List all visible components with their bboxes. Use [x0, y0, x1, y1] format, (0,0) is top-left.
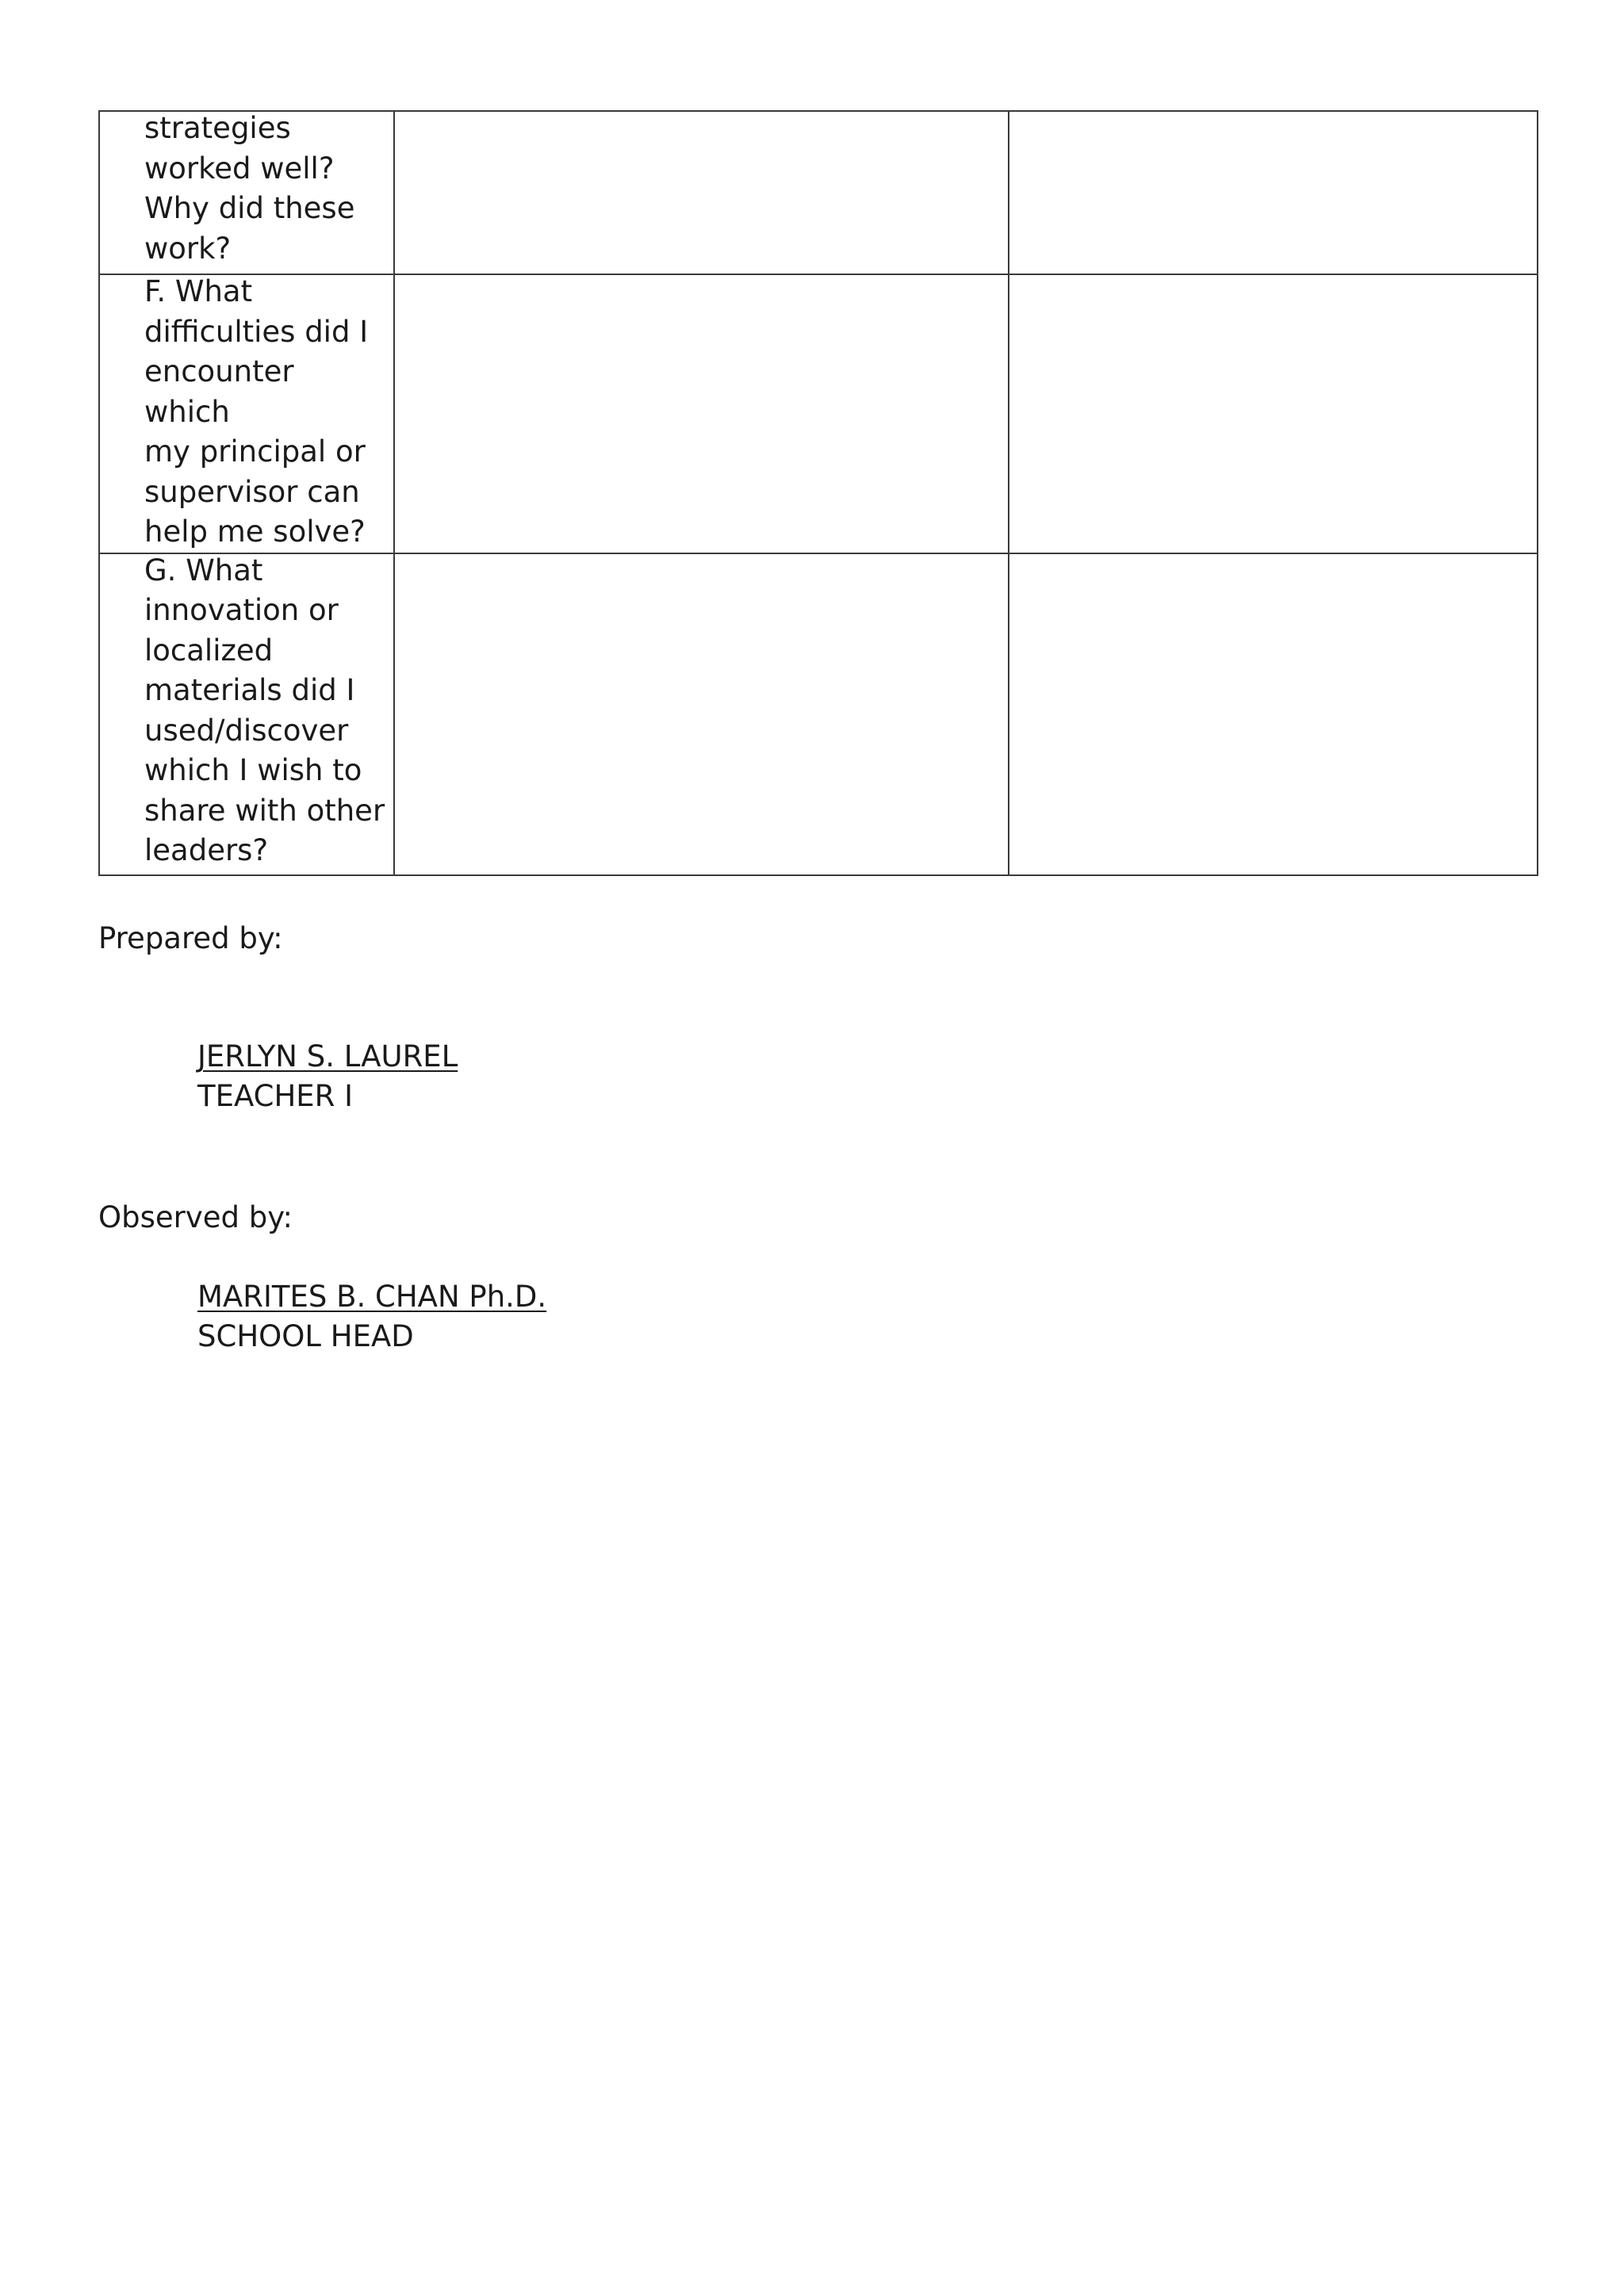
table-row — [99, 553, 1538, 875]
reflection-table — [98, 110, 1538, 876]
answer-cell — [394, 553, 1009, 875]
preparer-name: JERLYN S. LAUREL — [197, 1039, 458, 1073]
table-row — [99, 274, 1538, 553]
question-text: strategies worked well? Why did these work? — [144, 111, 355, 266]
question-cell — [99, 553, 394, 875]
prepared-by-label: Prepared by: — [98, 921, 283, 955]
observed-by-label: Observed by: — [98, 1200, 293, 1234]
question-text: G. What innovation or localized materials did I used/discover which I wish to share with other leaders? — [144, 553, 385, 867]
observer-name: MARITES B. CHAN Ph.D. — [197, 1280, 547, 1314]
answer-cell — [394, 111, 1009, 274]
observer-title: SCHOOL HEAD — [197, 1319, 414, 1353]
answer-cell — [394, 274, 1009, 553]
answer-cell — [1009, 553, 1538, 875]
question-cell — [99, 274, 394, 553]
question-cell — [99, 111, 394, 274]
answer-cell — [1009, 274, 1538, 553]
table-row — [99, 111, 1538, 274]
answer-cell — [1009, 111, 1538, 274]
question-text: F. What difficulties did I encounter which my principal or supervisor can help me solve? — [144, 274, 369, 549]
preparer-title: TEACHER I — [197, 1079, 354, 1113]
